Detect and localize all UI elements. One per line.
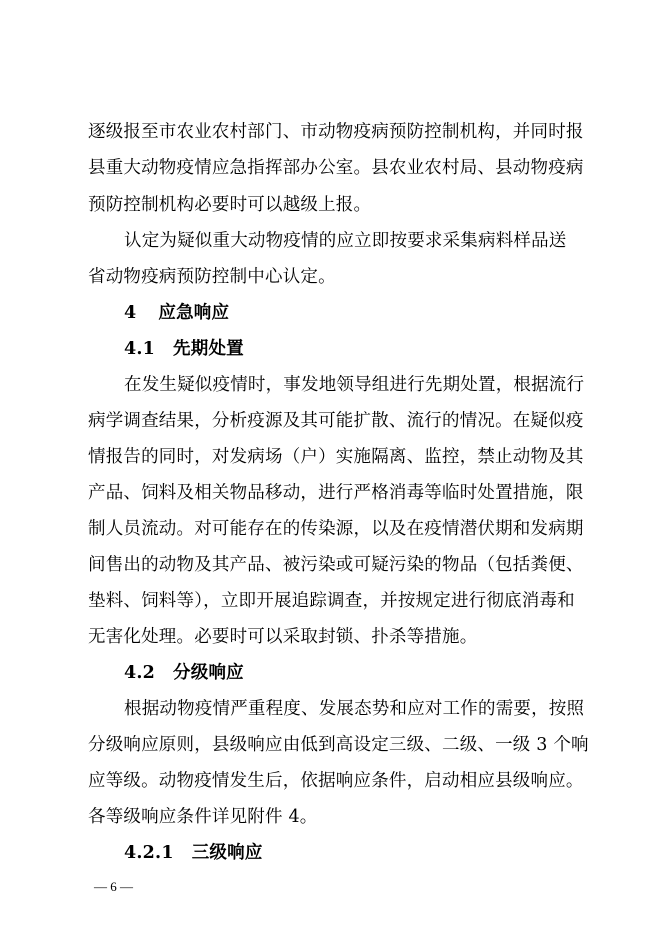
paragraph-line: 应等级。动物疫情发生后，依据响应条件，启动相应县级响应。 [88,771,584,791]
section-title: 分级响应 [173,663,244,683]
paragraph-line: 认定为疑似重大动物疫情的应立即按要求采集病料样品送 [124,231,567,251]
paragraph-line: 县重大动物疫情应急指挥部办公室。县农业农村局、县动物疫病 [88,158,584,178]
section-number: 4.1 [124,339,156,359]
paragraph-line: 分级响应原则，县级响应由低到高设定三级、二级、一级 3 个响 [88,735,589,755]
page-number: — 6 — [94,879,133,894]
paragraph-line: 制人员流动。对可能存在的传染源，以及在疫情潜伏期和发病期 [88,519,584,539]
section-number: 4.2 [124,663,156,683]
section-heading-4-1 [124,337,244,361]
paragraph-line: 间售出的动物及其产品、被污染或可疑污染的物品（包括粪便、 [88,555,584,575]
section-title: 三级响应 [191,843,263,863]
paragraph-line: 产品、饲料及相关物品移动，进行严格消毒等临时处置措施，限 [88,483,584,503]
section-heading-4-2 [124,661,244,685]
section-title: 应急响应 [158,303,230,323]
paragraph-line: 无害化处理。必要时可以采取封锁、扑杀等措施。 [88,627,478,647]
paragraph-line: 情报告的同时，对发病场（户）实施隔离、监控，禁止动物及其 [88,447,584,467]
paragraph-line: 根据动物疫情严重程度、发展态势和应对工作的需要，按照 [124,699,585,719]
paragraph-line: 逐级报至市农业农村部门、市动物疫病预防控制机构，并同时报 [88,122,584,142]
paragraph-line: 垫料、饲料等），立即开展追踪调查，并按规定进行彻底消毒和 [88,591,575,611]
paragraph-line: 预防控制机构必要时可以越级上报。 [88,195,372,215]
section-heading-4-2-1 [124,841,263,865]
paragraph-line: 病学调查结果，分析疫源及其可能扩散、流行的情况。在疑似疫 [88,411,584,431]
paragraph-line: 各等级响应条件详见附件 4。 [88,807,318,827]
section-number: 4 [124,303,137,323]
section-number: 4.2.1 [124,843,174,863]
paragraph-line: 在发生疑似疫情时，事发地领导组进行先期处置，根据流行 [124,375,585,395]
section-heading-4 [124,301,229,325]
section-title: 先期处置 [173,339,244,359]
paragraph-line: 省动物疫病预防控制中心认定。 [88,267,336,287]
